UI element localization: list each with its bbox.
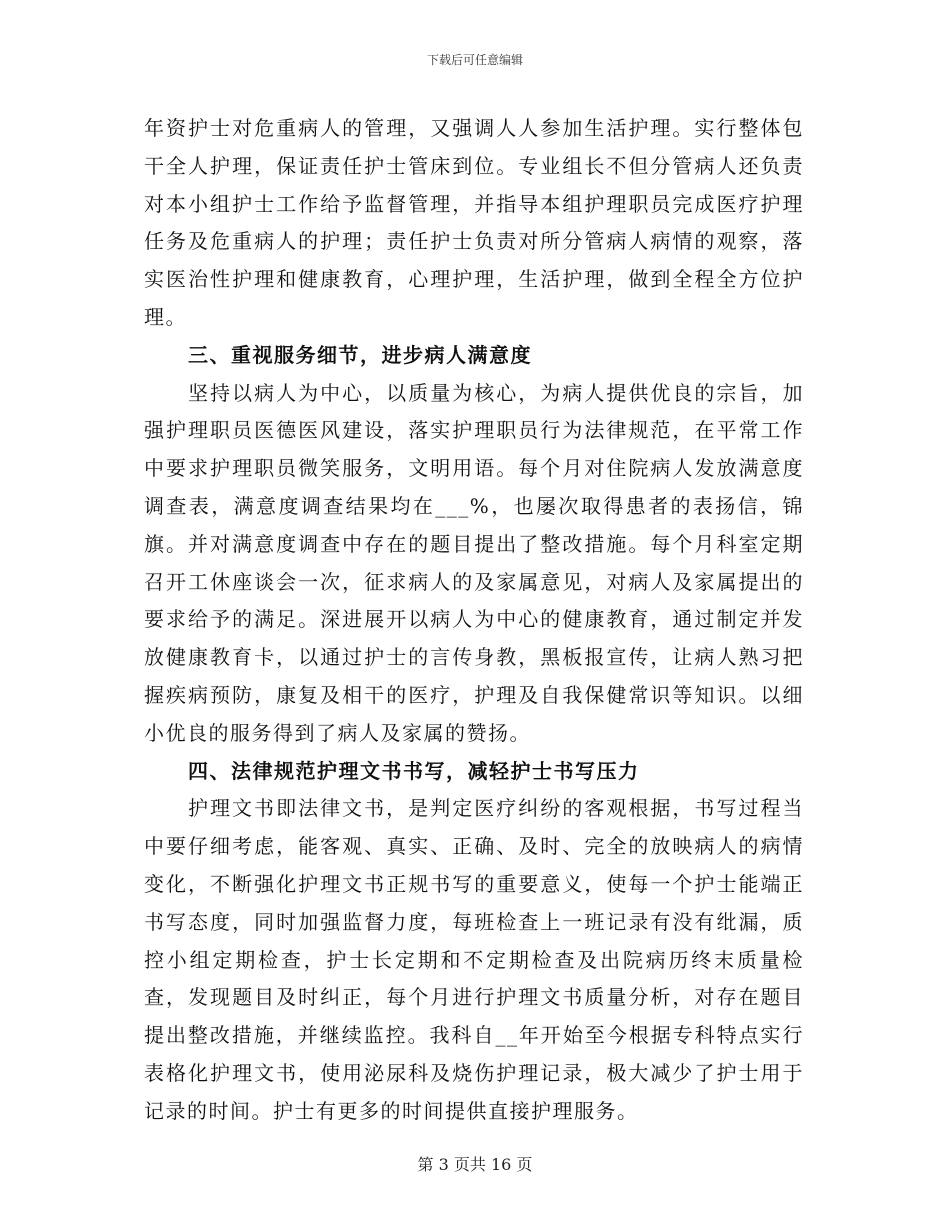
section-heading-4: 四、法律规范护理文书书写，减轻护士书写压力 [188, 758, 640, 783]
paragraph-continued: 年资护士对危重病人的管理，又强调人人参加生活护理。实行整体包干全人护理，保证责任护士管床到位。专业组长不但分管病人还负责对本小组护士工作给予监督管理，并指导本组护理职员完成医疗护理任务及危重病人的护理；责任护士负责对所分管病人病情的观察，落实医治性护理和健康教育，心理护理，生活护理，做到全程全方位护理。 [144, 116, 804, 329]
paragraph-nursing-documents: 护理文书即法律文书，是判定医疗纠纷的客观根据，书写过程当中要仔细考虑，能客观、真实、正确、及时、完全的放映病人的病情变化，不断强化护理文书正规书写的重要意义，使每一个护士能端正书写态度，同时加强监督力度，每班检查上一班记录有没有纰漏，质控小组定期检查，护士长定期和不定期检查及出院病历终末质量检查，发现题目及时纠正，每个月进行护理文书质量分析，对存在题目提出整改措施，并继续监控。我科自__年开始至今根据专科特点实行表格化护理文书，使用泌尿科及烧伤护理记录，极大减少了护士用于记录的时间。护士有更多的时间提供直接护理服务。 [144, 796, 804, 1123]
section-heading-3: 三、重视服务细节，进步病人满意度 [188, 342, 532, 367]
paragraph-service-details: 坚持以病人为中心，以质量为核心，为病人提供优良的宗旨，加强护理职员医德医风建设，落实护理职员行为法律规范，在平常工作中要求护理职员微笑服务，文明用语。每个月对住院病人发放满意度调查表，满意度调查结果均在___%，也屡次取得患者的表扬信，锦旗。并对满意度调查中存在的题目提出了整改措施。每个月科室定期召开工休座谈会一次，征求病人的及家属意见，对病人及家属提出的要求给予的满足。深进展开以病人为中心的健康教育，通过制定并发放健康教育卡，以通过护士的言传身教，黑板报宣传，让病人熟习把握疾病预防，康复及相干的医疗，护理及自我保健常识等知识。以细小优良的服务得到了病人及家属的赞扬。 [144, 380, 804, 745]
page-header: 下载后可任意编辑 [426, 53, 523, 67]
page-footer: 第 3 页共 16 页 [417, 1155, 533, 1174]
document-body [144, 110, 804, 1131]
